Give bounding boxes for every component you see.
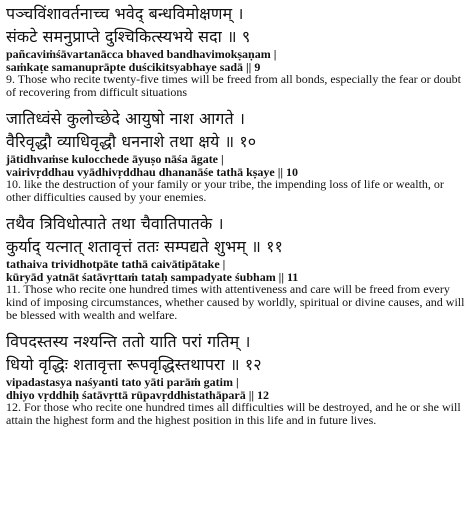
transliteration-line: tathaiva trividhotpāte tathā caivātipātake | [6,257,226,272]
transliteration-line: jātidhvaṁse kulocchede āyuṣo nāśa āgate | [6,152,224,167]
sanskrit-line: पञ्चविंशावर्तनाच्च भवेद् बन्धविमोक्षणम् । [6,4,244,23]
verse-12 [6,330,468,426]
sanskrit-line: संकटे समनुप्राप्ते दुश्चिकित्स्यभये सदा ॥ ९ [6,27,251,46]
transliteration-line: kūryād yatnāt śatāvṛttaṁ tataḥ sampadyate śubham || 11 [6,269,299,284]
verse-10 [6,107,468,203]
sanskrit-line: विपदस्तस्य नश्यन्ति ततो याति परां गतिम् । [6,332,251,352]
transliteration-line: vipadastasya naśyanti tato yāti parāṁ gatim | [6,375,239,390]
transliteration-line: saṁkaṭe samanuprāpte duścikitsyabhaye sadā || 9 [6,59,261,74]
translation-text: 11. Those who recite one hundred times with attentiveness and care will be freed from every kind of imposing circumstances, whether caused by worldly, spiritual or divine causes, and will be blessed with wealth and welfare. [6,282,465,322]
transliteration-line: vairivṛddhau vyādhivṛddhau dhananāśe tathā kṣaye || 10 [6,164,299,179]
sanskrit-line: तथैव त्रिविधोत्पाते तथा चैवातिपातके । [6,214,224,234]
sanskrit-line: जातिध्वंसे कुलोच्छेदे आयुषो नाश आगते । [6,109,246,129]
translation-text: 9. Those who recite twenty-five times will be freed from all bonds, especially the fear or doubt of recovering from difficult situations [6,72,461,99]
verse-11 [6,212,468,321]
verse-9 [6,2,468,98]
transliteration-line: pañcaviṁśāvartanācca bhaved bandhavimokṣaṇam | [6,47,277,61]
translation-text: 10. like the destruction of your family or your tribe, the impending loss of life or wealth, or other difficulties caused by your enemies. [6,177,444,204]
translation-text: 12. For those who recite one hundred times all difficulties will be destroyed, and he or she will attain the highest form and the highest position in this life and in future lives. [6,400,461,427]
sanskrit-line: वैरिवृद्धौ व्याधिवृद्धौ धननाशे तथा क्षये ॥ १० [6,132,257,152]
transliteration-line: dhiyo vṛddhiḥ śatāvṛttā rūpavṛddhistathāparā || 12 [6,387,269,402]
sanskrit-line: कुर्याद् यत्नात् शतावृत्तं ततः सम्पद्यते शुभम् ॥ ११ [6,237,283,257]
sanskrit-line: धियो वृद्धिः शतावृत्ता रूपवृद्धिस्तथापरा ॥ १२ [6,355,262,375]
